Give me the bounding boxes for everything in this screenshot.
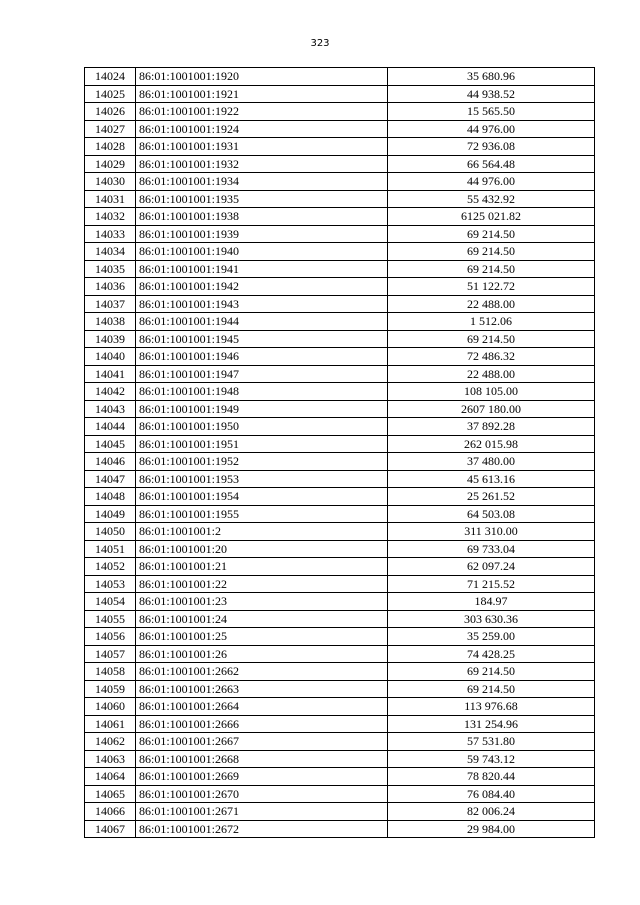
- cadastral-value-cell: 44 976.00: [388, 120, 595, 138]
- row-number-cell: 14024: [85, 68, 136, 86]
- cadastral-value-cell: 22 488.00: [388, 295, 595, 313]
- row-number-cell: 14064: [85, 768, 136, 786]
- cadastral-number-cell: 86:01:1001001:2667: [136, 733, 388, 751]
- table-row: [85, 680, 595, 698]
- cadastral-value-cell: 44 938.52: [388, 85, 595, 103]
- table-row: [85, 313, 595, 331]
- cadastral-number-cell: 86:01:1001001:2669: [136, 768, 388, 786]
- row-number-cell: 14043: [85, 400, 136, 418]
- cadastral-value-cell: 69 214.50: [388, 225, 595, 243]
- table-row: [85, 348, 595, 366]
- cadastral-value-cell: 64 503.08: [388, 505, 595, 523]
- table-row: [85, 698, 595, 716]
- table-row: [85, 295, 595, 313]
- cadastral-number-cell: 86:01:1001001:2663: [136, 680, 388, 698]
- cadastral-number-cell: 86:01:1001001:2664: [136, 698, 388, 716]
- row-number-cell: 14065: [85, 785, 136, 803]
- cadastral-number-cell: 86:01:1001001:24: [136, 610, 388, 628]
- cadastral-value-cell: 37 480.00: [388, 453, 595, 471]
- cadastral-value-cell: 57 531.80: [388, 733, 595, 751]
- cadastral-value-cell: 69 733.04: [388, 540, 595, 558]
- table-row: [85, 628, 595, 646]
- row-number-cell: 14034: [85, 243, 136, 261]
- row-number-cell: 14035: [85, 260, 136, 278]
- table-row: [85, 593, 595, 611]
- cadastral-number-cell: 86:01:1001001:1935: [136, 190, 388, 208]
- cadastral-value-cell: 29 984.00: [388, 820, 595, 838]
- row-number-cell: 14042: [85, 383, 136, 401]
- cadastral-number-cell: 86:01:1001001:1947: [136, 365, 388, 383]
- row-number-cell: 14053: [85, 575, 136, 593]
- cadastral-value-cell: 44 976.00: [388, 173, 595, 191]
- cadastral-value-cell: 37 892.28: [388, 418, 595, 436]
- row-number-cell: 14049: [85, 505, 136, 523]
- row-number-cell: 14041: [85, 365, 136, 383]
- cadastral-number-cell: 86:01:1001001:1949: [136, 400, 388, 418]
- cadastral-number-cell: 86:01:1001001:2672: [136, 820, 388, 838]
- cadastral-value-cell: 108 105.00: [388, 383, 595, 401]
- row-number-cell: 14059: [85, 680, 136, 698]
- cadastral-number-cell: 86:01:1001001:21: [136, 558, 388, 576]
- row-number-cell: 14047: [85, 470, 136, 488]
- row-number-cell: 14037: [85, 295, 136, 313]
- cadastral-number-cell: 86:01:1001001:1953: [136, 470, 388, 488]
- cadastral-value-cell: 113 976.68: [388, 698, 595, 716]
- cadastral-number-cell: 86:01:1001001:1940: [136, 243, 388, 261]
- row-number-cell: 14032: [85, 208, 136, 226]
- cadastral-number-cell: 86:01:1001001:1950: [136, 418, 388, 436]
- row-number-cell: 14051: [85, 540, 136, 558]
- cadastral-value-cell: 69 214.50: [388, 243, 595, 261]
- row-number-cell: 14061: [85, 715, 136, 733]
- cadastral-value-cell: 35 680.96: [388, 68, 595, 86]
- cadastral-number-cell: 86:01:1001001:26: [136, 645, 388, 663]
- table-row: [85, 663, 595, 681]
- cadastral-value-cell: 22 488.00: [388, 365, 595, 383]
- cadastral-value-cell: 15 565.50: [388, 103, 595, 121]
- cadastral-value-cell: 82 006.24: [388, 803, 595, 821]
- table-row: [85, 120, 595, 138]
- cadastral-value-cell: 72 486.32: [388, 348, 595, 366]
- row-number-cell: 14063: [85, 750, 136, 768]
- cadastral-number-cell: 86:01:1001001:2662: [136, 663, 388, 681]
- row-number-cell: 14055: [85, 610, 136, 628]
- row-number-cell: 14056: [85, 628, 136, 646]
- row-number-cell: 14028: [85, 138, 136, 156]
- table-row: [85, 575, 595, 593]
- cadastral-value-cell: 184.97: [388, 593, 595, 611]
- table-row: [85, 138, 595, 156]
- table-row: [85, 330, 595, 348]
- table-row: [85, 785, 595, 803]
- cadastral-number-cell: 86:01:1001001:22: [136, 575, 388, 593]
- row-number-cell: 14045: [85, 435, 136, 453]
- row-number-cell: 14044: [85, 418, 136, 436]
- row-number-cell: 14066: [85, 803, 136, 821]
- table-row: [85, 243, 595, 261]
- table-row: [85, 803, 595, 821]
- table-row: [85, 488, 595, 506]
- table-row: [85, 505, 595, 523]
- cadastral-value-cell: 71 215.52: [388, 575, 595, 593]
- cadastral-number-cell: 86:01:1001001:2671: [136, 803, 388, 821]
- cadastral-number-cell: 86:01:1001001:1941: [136, 260, 388, 278]
- cadastral-value-cell: 59 743.12: [388, 750, 595, 768]
- cadastral-value-cell: 76 084.40: [388, 785, 595, 803]
- cadastral-number-cell: 86:01:1001001:25: [136, 628, 388, 646]
- row-number-cell: 14025: [85, 85, 136, 103]
- table-row: [85, 610, 595, 628]
- cadastral-number-cell: 86:01:1001001:1951: [136, 435, 388, 453]
- row-number-cell: 14054: [85, 593, 136, 611]
- cadastral-number-cell: 86:01:1001001:1943: [136, 295, 388, 313]
- table-row: [85, 453, 595, 471]
- table-row: [85, 523, 595, 541]
- table-row: [85, 558, 595, 576]
- table-row: [85, 750, 595, 768]
- table-row: [85, 418, 595, 436]
- cadastral-value-cell: 66 564.48: [388, 155, 595, 173]
- table-row: [85, 383, 595, 401]
- table-row: [85, 820, 595, 838]
- cadastral-number-cell: 86:01:1001001:20: [136, 540, 388, 558]
- cadastral-number-cell: 86:01:1001001:1954: [136, 488, 388, 506]
- table-row: [85, 155, 595, 173]
- cadastral-value-cell: 69 214.50: [388, 663, 595, 681]
- cadastral-value-cell: 6125 021.82: [388, 208, 595, 226]
- row-number-cell: 14052: [85, 558, 136, 576]
- row-number-cell: 14040: [85, 348, 136, 366]
- table-row: [85, 68, 595, 86]
- row-number-cell: 14026: [85, 103, 136, 121]
- table-row: [85, 733, 595, 751]
- table-row: [85, 400, 595, 418]
- cadastral-number-cell: 86:01:1001001:2: [136, 523, 388, 541]
- row-number-cell: 14036: [85, 278, 136, 296]
- cadastral-number-cell: 86:01:1001001:2670: [136, 785, 388, 803]
- cadastral-value-cell: 131 254.96: [388, 715, 595, 733]
- table-body: [85, 68, 595, 838]
- cadastral-number-cell: 86:01:1001001:1938: [136, 208, 388, 226]
- table-row: [85, 470, 595, 488]
- cadastral-value-cell: 55 432.92: [388, 190, 595, 208]
- cadastral-value-cell: 25 261.52: [388, 488, 595, 506]
- row-number-cell: 14046: [85, 453, 136, 471]
- row-number-cell: 14060: [85, 698, 136, 716]
- table-row: [85, 435, 595, 453]
- cadastral-number-cell: 86:01:1001001:2666: [136, 715, 388, 733]
- table-row: [85, 365, 595, 383]
- table-row: [85, 768, 595, 786]
- cadastral-value-cell: 311 310.00: [388, 523, 595, 541]
- page-number: 323: [310, 38, 330, 49]
- cadastral-number-cell: 86:01:1001001:1946: [136, 348, 388, 366]
- cadastral-number-cell: 86:01:1001001:1932: [136, 155, 388, 173]
- table-row: [85, 645, 595, 663]
- table-row: [85, 225, 595, 243]
- row-number-cell: 14057: [85, 645, 136, 663]
- row-number-cell: 14027: [85, 120, 136, 138]
- row-number-cell: 14029: [85, 155, 136, 173]
- cadastral-number-cell: 86:01:1001001:1948: [136, 383, 388, 401]
- cadastral-value-cell: 72 936.08: [388, 138, 595, 156]
- row-number-cell: 14038: [85, 313, 136, 331]
- cadastral-number-cell: 86:01:1001001:1955: [136, 505, 388, 523]
- cadastral-value-cell: 69 214.50: [388, 260, 595, 278]
- table-row: [85, 715, 595, 733]
- cadastral-number-cell: 86:01:1001001:1920: [136, 68, 388, 86]
- row-number-cell: 14048: [85, 488, 136, 506]
- cadastral-number-cell: 86:01:1001001:23: [136, 593, 388, 611]
- cadastral-number-cell: 86:01:1001001:1931: [136, 138, 388, 156]
- row-number-cell: 14030: [85, 173, 136, 191]
- cadastral-value-cell: 2607 180.00: [388, 400, 595, 418]
- cadastral-number-cell: 86:01:1001001:1922: [136, 103, 388, 121]
- cadastral-value-cell: 62 097.24: [388, 558, 595, 576]
- cadastral-value-cell: 74 428.25: [388, 645, 595, 663]
- cadastral-number-cell: 86:01:1001001:1952: [136, 453, 388, 471]
- table-row: [85, 85, 595, 103]
- table-row: [85, 278, 595, 296]
- table-row: [85, 173, 595, 191]
- cadastral-value-cell: 69 214.50: [388, 680, 595, 698]
- row-number-cell: 14033: [85, 225, 136, 243]
- cadastral-value-cell: 45 613.16: [388, 470, 595, 488]
- cadastral-number-cell: 86:01:1001001:1945: [136, 330, 388, 348]
- row-number-cell: 14062: [85, 733, 136, 751]
- row-number-cell: 14031: [85, 190, 136, 208]
- cadastral-number-cell: 86:01:1001001:1924: [136, 120, 388, 138]
- table-row: [85, 103, 595, 121]
- table-row: [85, 540, 595, 558]
- table-row: [85, 190, 595, 208]
- table-row: [85, 208, 595, 226]
- cadastral-value-cell: 1 512.06: [388, 313, 595, 331]
- cadastral-value-cell: 35 259.00: [388, 628, 595, 646]
- cadastral-value-cell: 78 820.44: [388, 768, 595, 786]
- cadastral-number-cell: 86:01:1001001:2668: [136, 750, 388, 768]
- row-number-cell: 14058: [85, 663, 136, 681]
- cadastral-value-cell: 51 122.72: [388, 278, 595, 296]
- cadastral-number-cell: 86:01:1001001:1921: [136, 85, 388, 103]
- cadastral-value-table: [84, 67, 595, 838]
- cadastral-number-cell: 86:01:1001001:1934: [136, 173, 388, 191]
- cadastral-value-cell: 262 015.98: [388, 435, 595, 453]
- cadastral-value-cell: 69 214.50: [388, 330, 595, 348]
- cadastral-value-cell: 303 630.36: [388, 610, 595, 628]
- cadastral-number-cell: 86:01:1001001:1942: [136, 278, 388, 296]
- row-number-cell: 14039: [85, 330, 136, 348]
- cadastral-number-cell: 86:01:1001001:1939: [136, 225, 388, 243]
- table-row: [85, 260, 595, 278]
- row-number-cell: 14067: [85, 820, 136, 838]
- cadastral-number-cell: 86:01:1001001:1944: [136, 313, 388, 331]
- row-number-cell: 14050: [85, 523, 136, 541]
